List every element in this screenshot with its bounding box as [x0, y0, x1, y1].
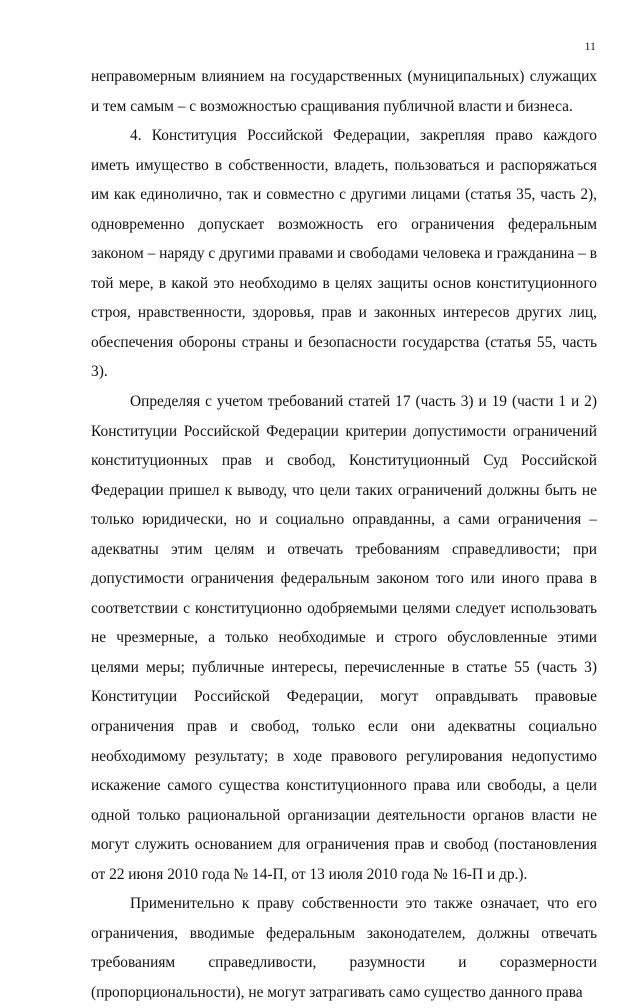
page-number: 11 — [584, 39, 596, 53]
paragraph-property-right: Применительно к праву собственности это также означает, что его ограничения, вводимые федеральным законодателем, должны отвечать требованиям справедливости, разумности и соразмерности (пропорциональности), не могут затрагивать само существо данного права — [91, 895, 597, 1001]
paragraph-criteria: Определяя с учетом требований статей 17 (часть 3) и 19 (части 1 и 2) Конституции Российской Федерации критерии допустимости ограничений конституционных прав и свобод, Конституционный Суд Российской Федерации пришел к выводу, что цели таких ограничений должны быть не только юридически, но и социально оправданны, а сами ограничения – адекватны этим целям и отвечать требованиям справедливости; при допустимости ограничения федеральным законом того или иного права в соответствии с конституционно одобряемыми целями следует использовать не чрезмерные, а только необходимые и строго обусловленные этими целями меры; публичные интересы, перечисленные в статье 55 (часть 3) Конституции Российской Федерации, могут оправдывать правовые ограничения прав и свобод, только если они адекватны социально необходимому результату; в ходе правового регулирования недопустимо искажение самого существа конституционного права или свободы, а цели одной только рациональной организации деятельности органов власти не могут служить основанием для ограничения прав и свобод (постановления от 22 июня 2010 года № 14-П, от 13 июля 2010 года № 16-П и др.). — [91, 393, 597, 883]
document-body — [91, 62, 597, 1008]
paragraph-item-4: 4. Конституция Российской Федерации, закрепляя право каждого иметь имущество в собственности, владеть, пользоваться и распоряжаться им как единолично, так и совместно с другими лицами (статья 35, часть 2), одновременно допускает возможность его ограничения федеральным законом – наряду с другими правами и свободами человека и гражданина – в той мере, в какой это необходимо в целях защиты основ конституционного строя, нравственности, здоровья, прав и законных интересов других лиц, обеспечения обороны страны и безопасности государства (статья 55, часть 3). — [91, 127, 597, 381]
paragraph-continuation: неправомерным влиянием на государственных (муниципальных) служащих и тем самым – с возможностью сращивания публичной власти и бизнеса. — [91, 68, 597, 115]
